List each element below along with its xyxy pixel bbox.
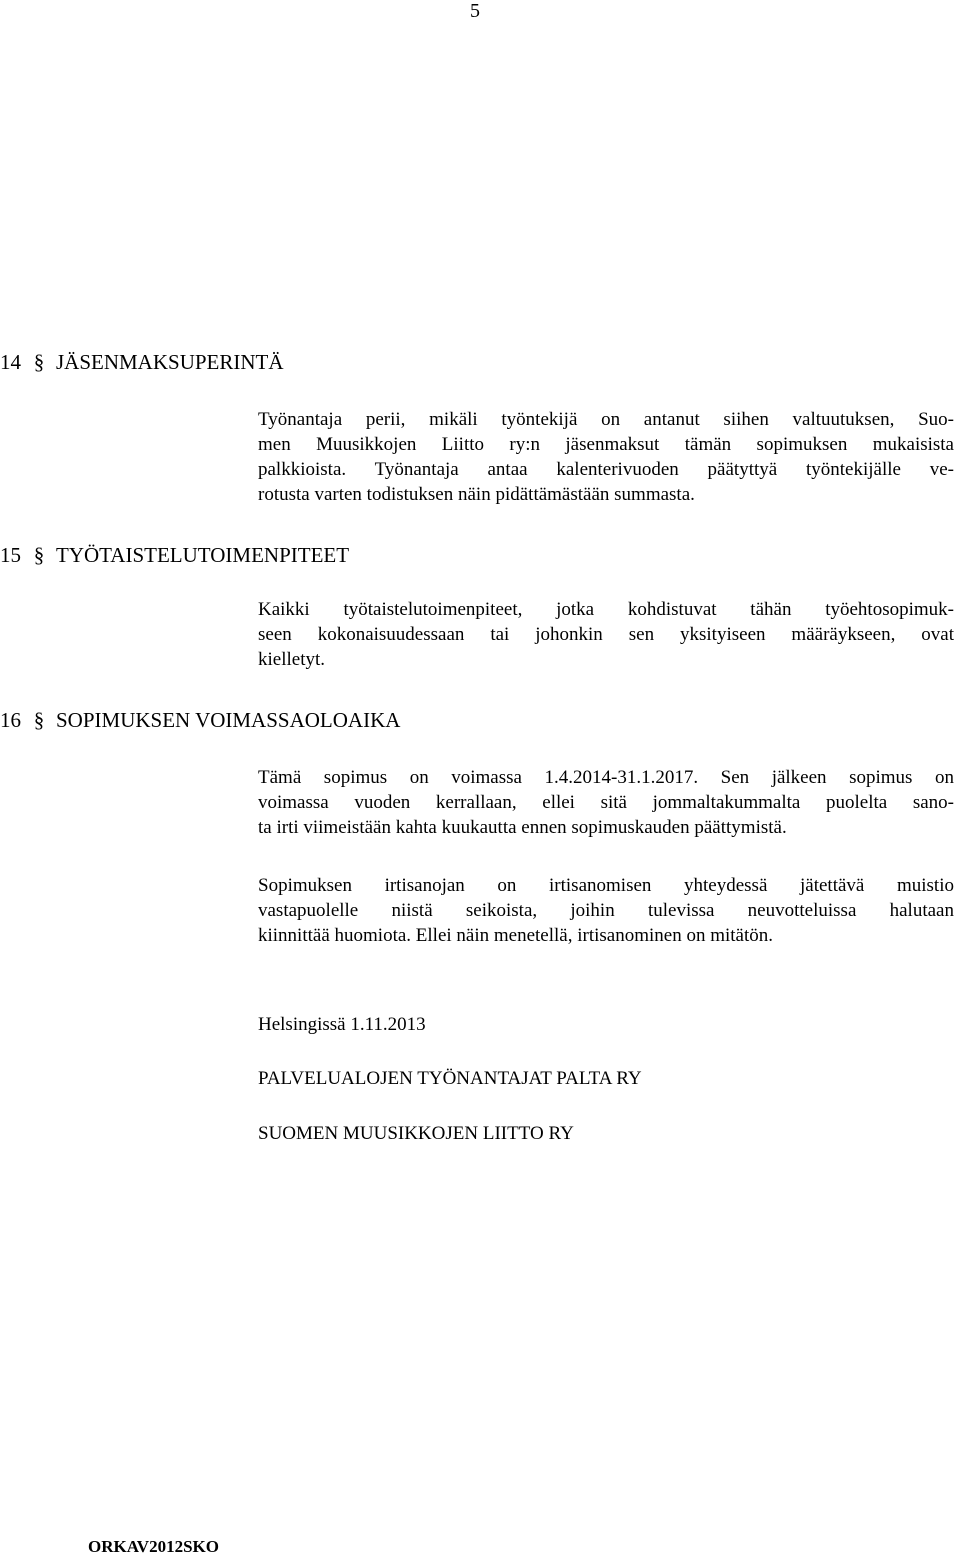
paragraph-line: Työnantaja perii, mikäli työntekijä on antanut siihen valtuutuksen, Suo- xyxy=(258,409,954,430)
section-title: TYÖTAISTELUTOIMENPITEET xyxy=(56,543,350,567)
section-title: SOPIMUKSEN VOIMASSAOLOAIKA xyxy=(56,708,401,732)
paragraph-line: seen kokonaisuudessaan tai johonkin sen yksityiseen määräykseen, ovat xyxy=(258,624,954,645)
signatory-employer: PALVELUALOJEN TYÖNANTAJAT PALTA RY xyxy=(258,1068,642,1089)
paragraph-line: palkkioista. Työnantaja antaa kalenterivuoden päätyttyä työntekijälle ve- xyxy=(258,459,954,480)
section-heading-14 xyxy=(0,350,284,374)
paragraph-line: Sopimuksen irtisanojan on irtisanomisen yhteydessä jätettävä muistio xyxy=(258,875,954,896)
section-title: JÄSENMAKSUPERINTÄ xyxy=(56,350,284,374)
section-heading-15 xyxy=(0,543,349,567)
section-number: 16 xyxy=(0,708,21,732)
section-number: 15 xyxy=(0,543,21,567)
document-footer-code: ORKAV2012SKO xyxy=(88,1537,219,1556)
paragraph-line: kielletyt. xyxy=(258,649,326,670)
signatory-union: SUOMEN MUUSIKKOJEN LIITTO RY xyxy=(258,1123,574,1144)
paragraph-line: Kaikki työtaistelutoimenpiteet, jotka kohdistuvat tähän työehtosopimuk- xyxy=(258,599,954,620)
section-16-paragraph-2 xyxy=(258,873,954,948)
paragraph-line: ta irti viimeistään kahta kuukautta ennen sopimuskauden päättymistä. xyxy=(258,817,787,838)
paragraph-line: voimassa vuoden kerrallaan, ellei sitä jommaltakummalta puolelta sano- xyxy=(258,792,954,813)
paragraph-line: kiinnittää huomiota. Ellei näin menetellä, irtisanominen on mitätön. xyxy=(258,925,773,946)
section-heading-16 xyxy=(0,708,400,732)
section-symbol: § xyxy=(33,708,45,732)
paragraph-line: Tämä sopimus on voimassa 1.4.2014-31.1.2017. Sen jälkeen sopimus on xyxy=(258,767,954,788)
paragraph-line: rotusta varten todistuksen näin pidättämästään summasta. xyxy=(258,484,695,505)
section-symbol: § xyxy=(33,350,45,374)
section-16-paragraph-1 xyxy=(258,765,954,840)
section-symbol: § xyxy=(33,543,45,567)
page-number: 5 xyxy=(470,0,480,22)
paragraph-line: vastapuolelle niistä seikoista, joihin tulevissa neuvotteluissa halutaan xyxy=(258,900,954,921)
place-date: Helsingissä 1.11.2013 xyxy=(258,1014,426,1035)
section-15-paragraph xyxy=(258,597,954,672)
section-number: 14 xyxy=(0,350,21,374)
paragraph-line: men Muusikkojen Liitto ry:n jäsenmaksut tämän sopimuksen mukaisista xyxy=(258,434,954,455)
section-14-paragraph xyxy=(258,407,954,507)
